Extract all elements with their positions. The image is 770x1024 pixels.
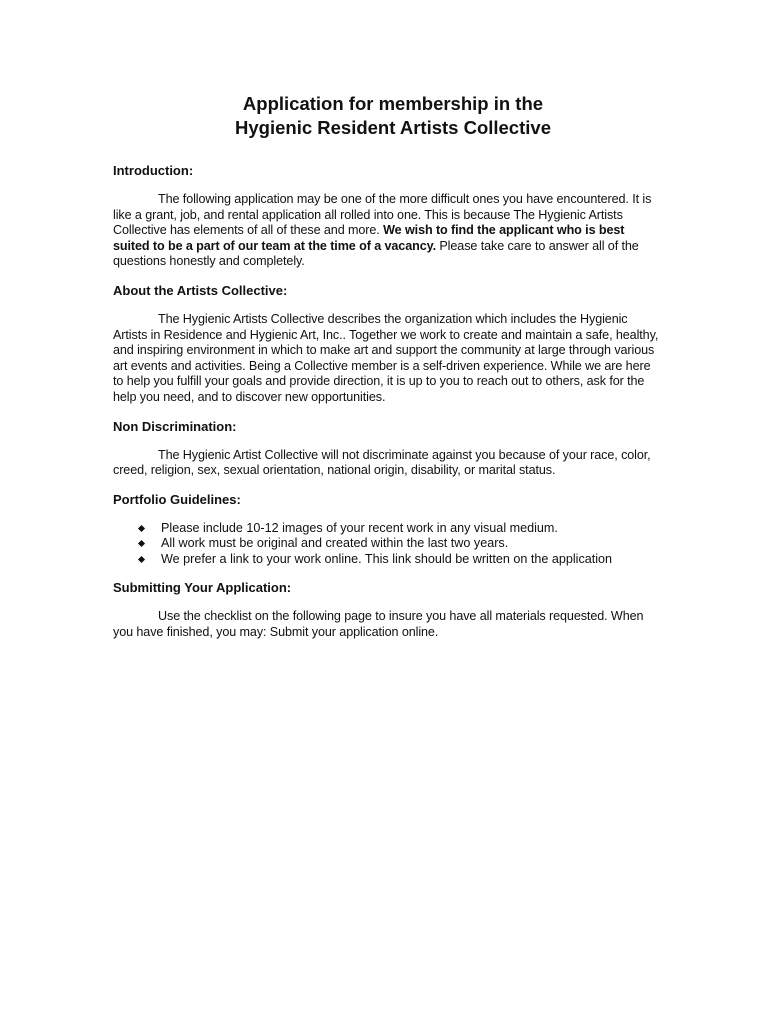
list-item-text: We prefer a link to your work online. This link should be written on the application	[161, 551, 613, 566]
diamond-bullet-icon	[138, 525, 145, 532]
introduction-bold-text: We wish to find the applicant who is best suited to be a part of our team at the time of a vacancy.	[113, 223, 625, 253]
introduction-paragraph	[113, 192, 661, 270]
title-line-2: Hygienic Resident Artists Collective	[235, 117, 551, 138]
document-page	[113, 92, 661, 652]
diamond-bullet-icon	[138, 540, 145, 547]
non-discrimination-paragraph: The Hygienic Artist Collective will not discriminate against you because of your race, color, creed, religion, sex, sexual orientation, national origin, disability, or marital status.	[113, 447, 651, 478]
introduction-text-end: Please take care to answer all of the questions honestly and completely.	[113, 238, 639, 269]
submitting-paragraph: Use the checklist on the following page to insure you have all materials requested. When you have finished, you may: Submit your application online.	[113, 608, 644, 639]
portfolio-bullet-list	[113, 521, 661, 567]
diamond-bullet-icon	[138, 556, 145, 563]
list-item-text: All work must be original and created within the last two years.	[161, 536, 509, 551]
introduction-heading: Introduction:	[113, 163, 194, 178]
non-discrimination-heading: Non Discrimination:	[113, 418, 237, 434]
introduction-text-start: The following application may be one of the more difficult ones you have encountered. It is like a grant, job, and rental application all rolled into one. This is because The Hygienic Artists Collective has elements of all of these and more.	[113, 192, 652, 238]
list-item	[138, 552, 661, 567]
about-heading: About the Artists Collective:	[113, 282, 288, 298]
title-line-1: Application for membership in the	[242, 93, 544, 114]
list-item	[138, 536, 661, 551]
document-title	[113, 92, 661, 140]
about-paragraph: The Hygienic Artists Collective describes the organization which includes the Hygienic Artists in Residence and Hygienic Art, Inc.. Together we work to create and maintain a safe, healthy, and inspiring environment in which to make art and support the community at large through various art events and activities. Being a Collective member is a self-driven experience. While we are here to help you fulfill your goals and provide direction, it is up to you to reach out to others, ask for the help you need, and to discover new opportunities.	[113, 311, 659, 404]
list-item	[138, 521, 661, 536]
list-item-text: Please include 10-12 images of your recent work in any visual medium.	[161, 520, 558, 535]
submitting-heading: Submitting Your Application:	[113, 579, 292, 595]
portfolio-heading: Portfolio Guidelines:	[113, 491, 241, 507]
